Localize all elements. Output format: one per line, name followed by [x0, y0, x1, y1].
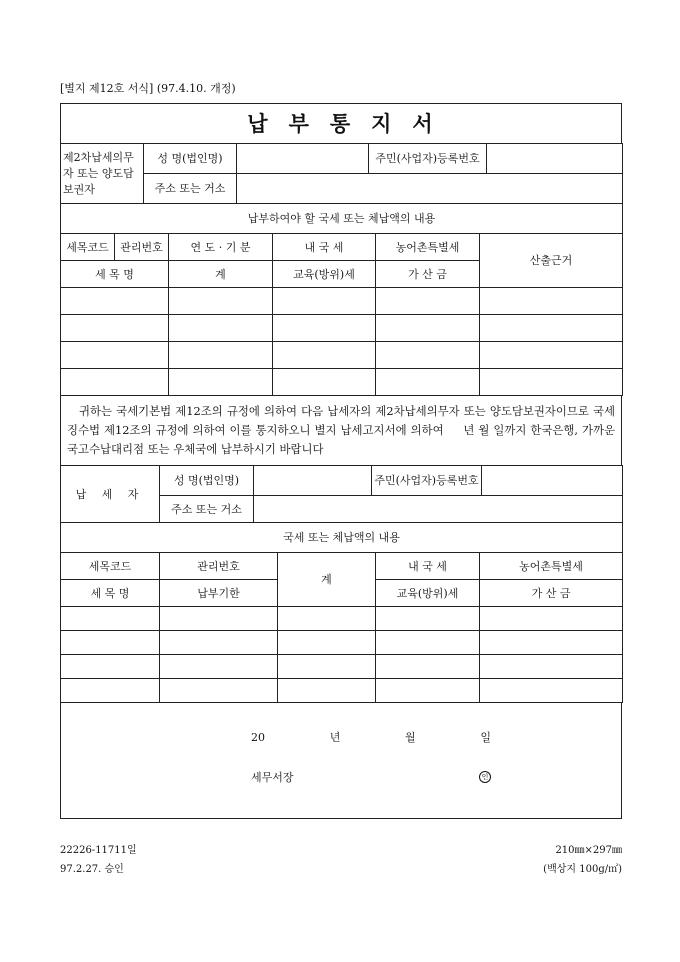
s2-row: [61, 607, 623, 631]
s1-cell[interactable]: [61, 342, 169, 369]
s1-surcharge-header: 가 산 금: [376, 261, 480, 288]
section1-heading: 납부하여야 할 국세 또는 체납액의 내용: [61, 204, 623, 234]
s1-cell[interactable]: [61, 315, 169, 342]
s1-basis-header: 산출근거: [480, 234, 623, 288]
footer-form-no: 22226-11711일: [60, 845, 137, 856]
s1-year-type-header: 연 도 · 기 분: [169, 234, 273, 261]
s1-cell[interactable]: [480, 369, 623, 396]
s1-cell[interactable]: [169, 342, 273, 369]
obligor-table: [60, 143, 623, 204]
obligor-address-label: 주소 또는 거소: [144, 174, 237, 204]
s2-cell[interactable]: [160, 631, 278, 655]
s2-row: [61, 631, 623, 655]
form-title: 납부통지서: [61, 104, 622, 144]
form-number-note: [별지 제12호 서식] (97.4.10. 개정): [60, 82, 236, 95]
taxpayer-id-field[interactable]: [482, 466, 623, 496]
s2-cell[interactable]: [160, 679, 278, 703]
s2-due-date-header: 납부기한: [160, 580, 278, 607]
s1-national-tax-header: 내 국 세: [273, 234, 376, 261]
signature-area: [61, 703, 622, 819]
s1-cell[interactable]: [273, 369, 376, 396]
section2-heading: 국세 또는 체납액의 내용: [61, 523, 623, 553]
s2-cell[interactable]: [278, 679, 376, 703]
s1-cell[interactable]: [273, 315, 376, 342]
section1-table: [60, 203, 623, 396]
taxpayer-label: 납 세 자: [61, 466, 160, 523]
s1-cell[interactable]: [61, 288, 169, 315]
s1-row: [61, 342, 623, 369]
s1-row: [61, 315, 623, 342]
office-signature: [251, 771, 491, 784]
section2-table: [60, 522, 623, 703]
s2-edu-tax-header: 교육(방위)세: [376, 580, 480, 607]
s2-cell[interactable]: [480, 631, 623, 655]
date-year-unit: 년: [329, 731, 341, 744]
s2-cell[interactable]: [61, 607, 160, 631]
obligor-id-field[interactable]: [487, 144, 623, 174]
s1-cell[interactable]: [169, 369, 273, 396]
s1-cell[interactable]: [480, 288, 623, 315]
taxpayer-table: [60, 465, 623, 523]
s2-rural-tax-header: 농어촌특별세: [480, 553, 623, 580]
s2-cell[interactable]: [160, 607, 278, 631]
taxpayer-address-field[interactable]: [254, 496, 623, 523]
s2-cell[interactable]: [480, 655, 623, 679]
footer-paper-type: (백상지 100g/㎡): [543, 864, 622, 875]
taxpayer-address-label: 주소 또는 거소: [160, 496, 254, 523]
s2-tax-name-header: 세 목 명: [61, 580, 160, 607]
s1-cell[interactable]: [480, 342, 623, 369]
s2-cell[interactable]: [480, 607, 623, 631]
s2-cell[interactable]: [61, 655, 160, 679]
s2-cell[interactable]: [61, 679, 160, 703]
s2-row: [61, 679, 623, 703]
s2-cell[interactable]: [376, 631, 480, 655]
s2-cell[interactable]: [278, 655, 376, 679]
s2-cell[interactable]: [160, 655, 278, 679]
title-table: [60, 103, 622, 144]
s2-cell[interactable]: [376, 679, 480, 703]
s1-cell[interactable]: [273, 342, 376, 369]
obligor-name-label: 성 명(법인명): [144, 144, 237, 174]
s1-row: [61, 369, 623, 396]
s1-cell[interactable]: [376, 288, 480, 315]
s1-cell[interactable]: [273, 288, 376, 315]
s2-cell[interactable]: [278, 607, 376, 631]
s1-cell[interactable]: [376, 369, 480, 396]
date-month-unit: 월: [405, 731, 416, 744]
s2-surcharge-header: 가 산 금: [480, 580, 623, 607]
obligor-id-label: 주민(사업자)등록번호: [369, 144, 487, 174]
s1-total-header: 계: [169, 261, 273, 288]
s1-cell[interactable]: [376, 315, 480, 342]
s2-cell[interactable]: [376, 655, 480, 679]
s2-row: [61, 655, 623, 679]
s2-cell[interactable]: [376, 607, 480, 631]
footer-approval: 97.2.27. 승인: [60, 864, 124, 875]
tax-office-head: 세무서장: [251, 771, 294, 784]
s1-tax-name-header: 세 목 명: [61, 261, 169, 288]
s1-cell[interactable]: [480, 315, 623, 342]
footer-paper-size: 210㎜×297㎜: [555, 845, 622, 856]
seal-icon: 인: [479, 771, 491, 783]
taxpayer-name-label: 성 명(법인명): [160, 466, 254, 496]
s1-cell[interactable]: [61, 369, 169, 396]
s2-total-header: 계: [278, 553, 376, 607]
taxpayer-id-label: 주민(사업자)등록번호: [372, 466, 482, 496]
date-year: 20: [251, 731, 265, 744]
notice-table: [60, 395, 622, 466]
s2-national-tax-header: 내 국 세: [376, 553, 480, 580]
s1-tax-code-header: 세목코드: [61, 234, 115, 261]
s2-mgmt-no-header: 관리번호: [160, 553, 278, 580]
s1-cell[interactable]: [376, 342, 480, 369]
payment-notice-form: [60, 103, 622, 819]
date-day-unit: 일: [480, 731, 491, 744]
s1-rural-tax-header: 농어촌특별세: [376, 234, 480, 261]
issue-date: [251, 731, 491, 744]
signature-table: [60, 702, 622, 819]
obligor-name-field[interactable]: [237, 144, 369, 174]
taxpayer-name-field[interactable]: [254, 466, 372, 496]
notice-text: 귀하는 국세기본법 제12조의 규정에 의하여 다음 납세자의 제2차납세의무자 또는 양도담보권자이므로 국세징수법 제12조의 규정에 의하여 이를 통지하오니 별지 납세고지서에 의하여 년 월 일까지 한국은행, 가까운 국고수납대리점 또는 우체국에 납부하시기 바랍니다: [61, 396, 622, 466]
s2-cell[interactable]: [480, 679, 623, 703]
s2-cell[interactable]: [278, 631, 376, 655]
s1-mgmt-no-header: 관리번호: [115, 234, 169, 261]
s1-edu-tax-header: 교육(방위)세: [273, 261, 376, 288]
s1-row: [61, 288, 623, 315]
s1-cell[interactable]: [169, 288, 273, 315]
s1-cell[interactable]: [169, 315, 273, 342]
s2-tax-code-header: 세목코드: [61, 553, 160, 580]
obligor-address-field[interactable]: [237, 174, 623, 204]
obligor-role-label: 제2차납세의무자 또는 양도담보권자: [61, 144, 144, 204]
s2-cell[interactable]: [61, 631, 160, 655]
